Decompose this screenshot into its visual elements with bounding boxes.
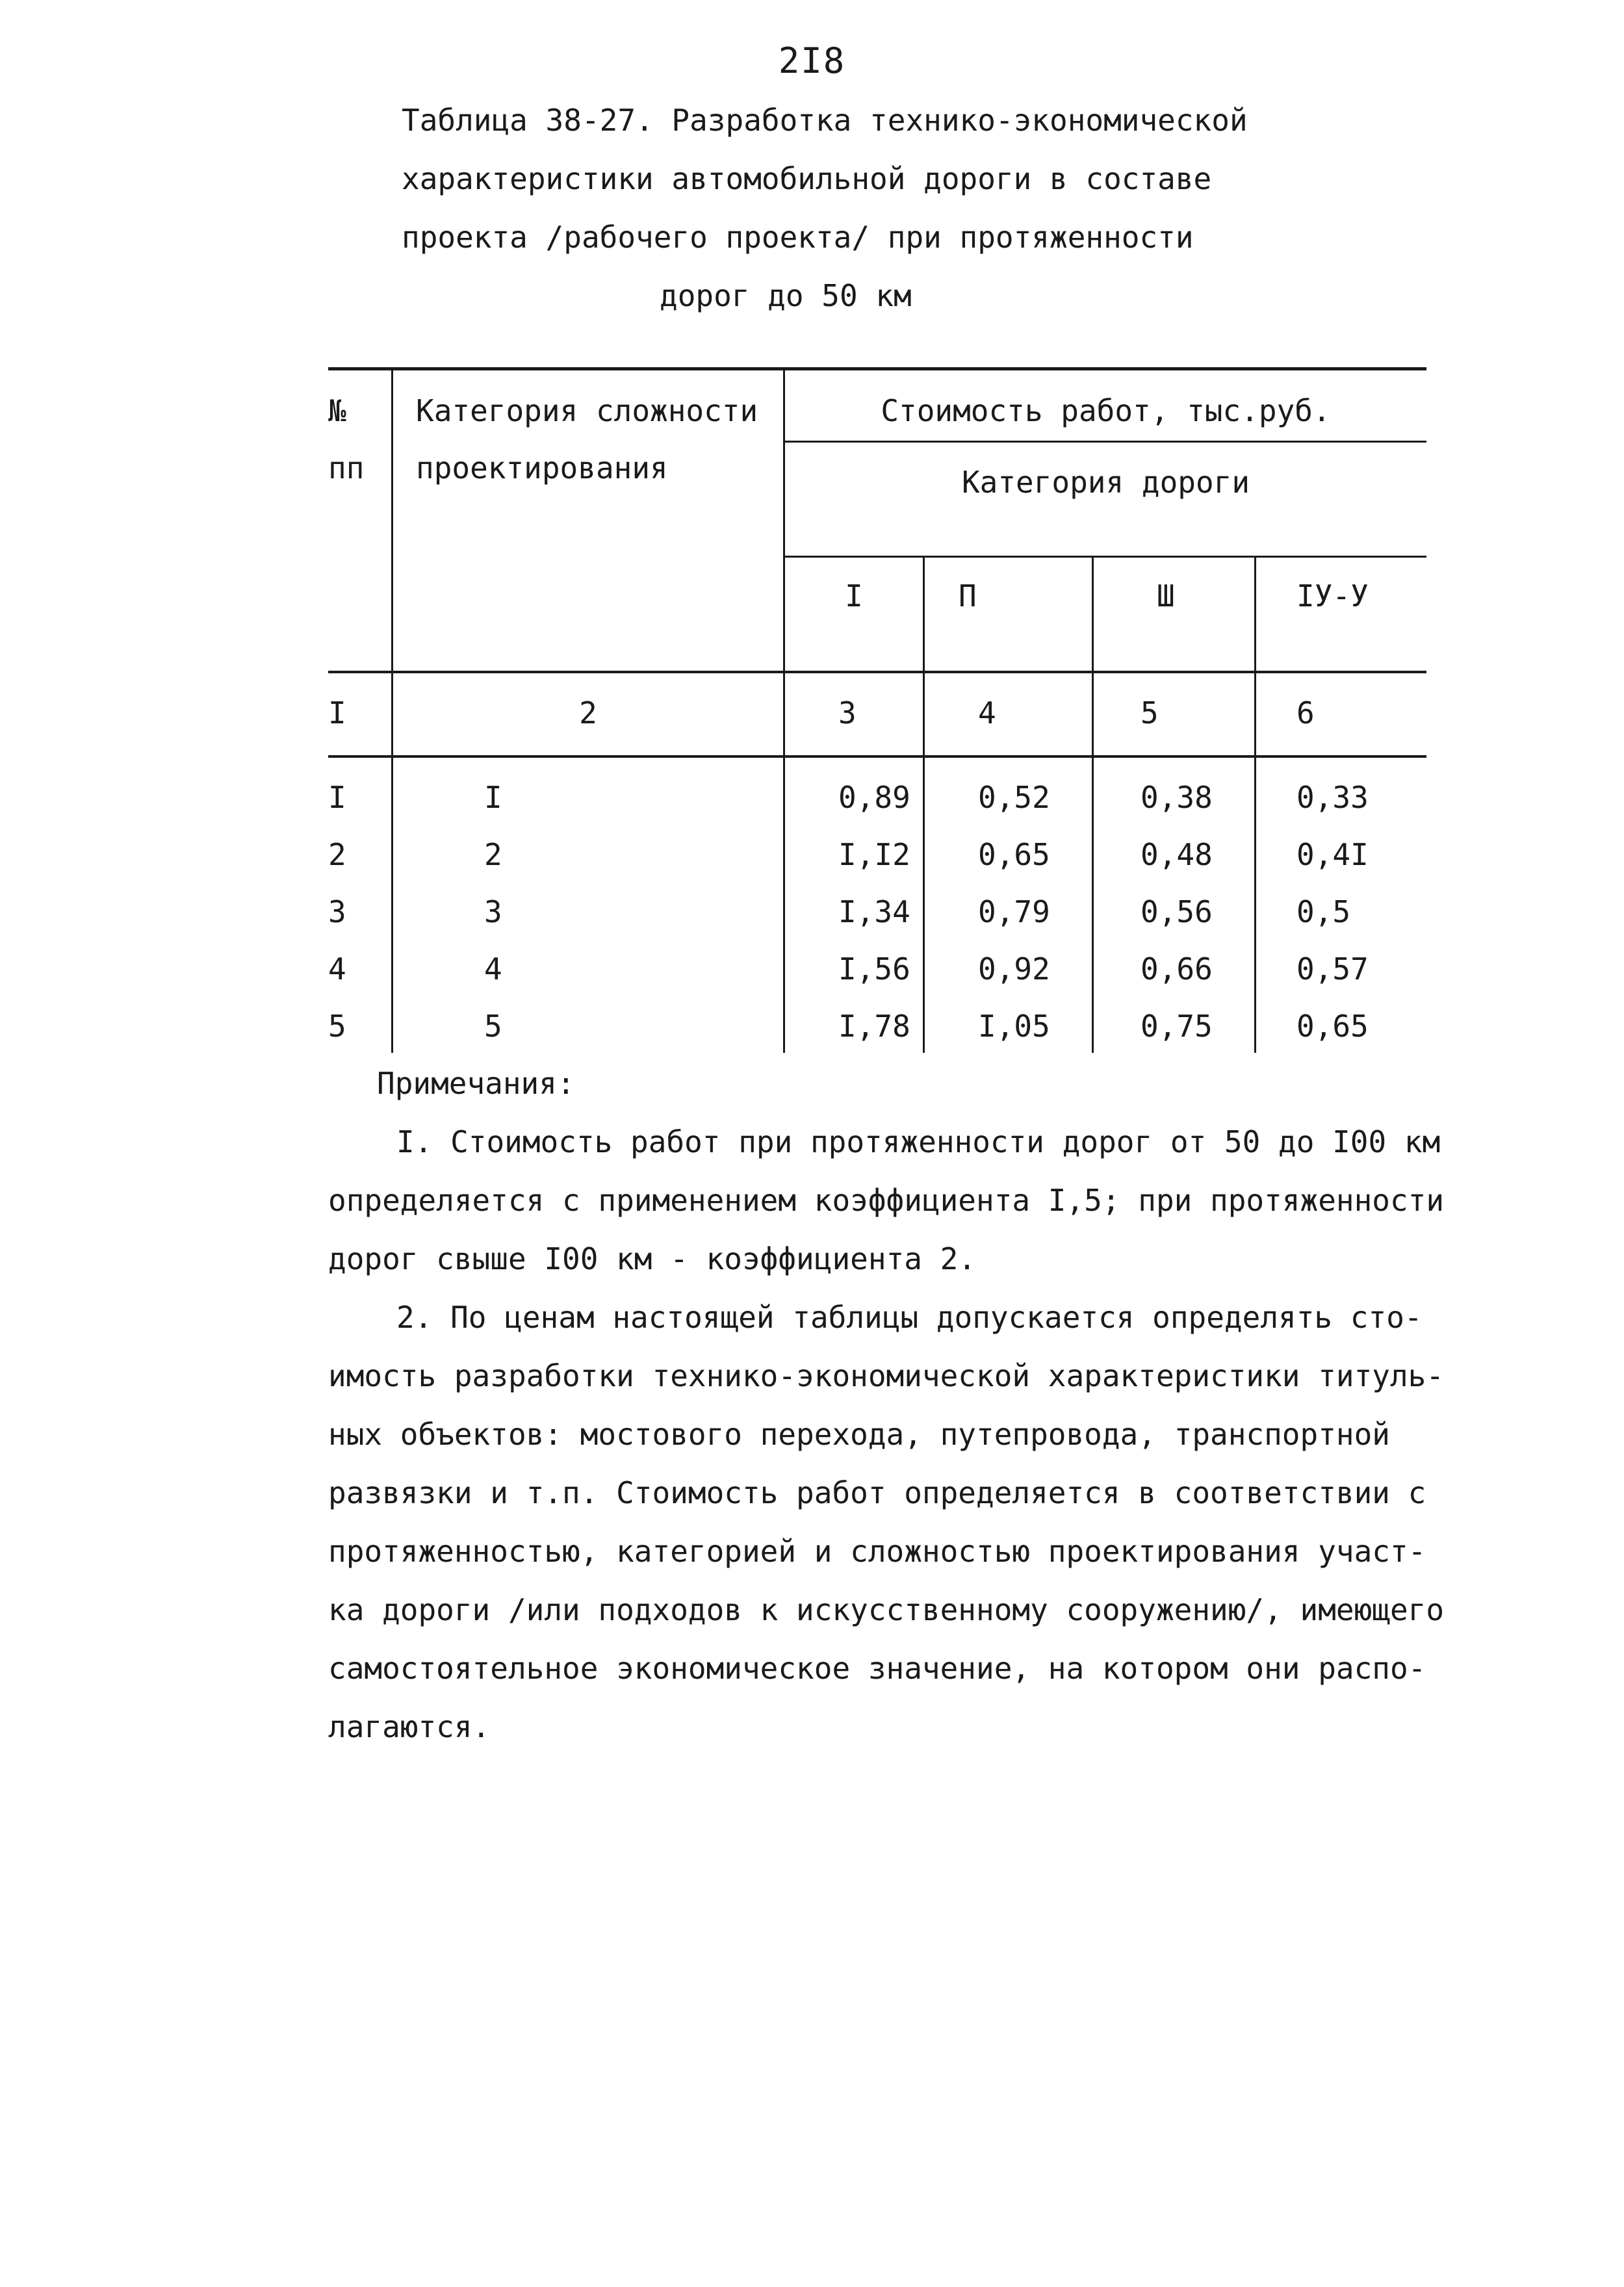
note-line-6: ных объектов: мостового перехода, путепровода, транспортной [328, 1417, 1390, 1452]
column-number-3: 3 [838, 695, 857, 730]
row-5-num: 5 [328, 1009, 346, 1044]
page-number: 2I8 [778, 40, 846, 81]
row-1-cat-4: 0,33 [1296, 780, 1369, 815]
row-3-num: 3 [328, 894, 346, 929]
row-2-cat-3: 0,48 [1141, 837, 1213, 872]
row-1-complexity: I [484, 780, 502, 815]
row-1-cat-3: 0,38 [1141, 780, 1213, 815]
note-line-10: самостоятельное экономическое значение, на котором они распо- [328, 1651, 1426, 1686]
col-divider-3 [923, 556, 925, 1053]
note-line-7: развязки и т.п. Стоимость работ определяется в соответствии с [328, 1475, 1426, 1510]
row-4-complexity: 4 [484, 951, 502, 987]
table-title-line-2: характеристики автомобильной дороги в составе [402, 161, 1212, 196]
row-3-complexity: 3 [484, 894, 502, 929]
col-divider-5 [1254, 556, 1256, 1053]
row-1-num: I [328, 780, 346, 815]
note-line-5: имость разработки технико-экономической характеристики титуль- [328, 1358, 1445, 1393]
column-numbers-rule [328, 755, 1426, 758]
note-line-4: 2. По ценам настоящей таблицы допускается определять сто- [396, 1300, 1423, 1335]
column-number-2: 2 [579, 695, 597, 730]
row-4-cat-2: 0,92 [978, 951, 1050, 987]
note-line-8: протяженностью, категорией и сложностью проектирования участ- [328, 1534, 1426, 1569]
table-top-rule [328, 367, 1426, 370]
note-line-1: I. Стоимость работ при протяженности дорог от 50 до I00 км [396, 1124, 1441, 1159]
header-complexity-line-2: проектирования [416, 450, 668, 485]
row-3-cat-2: 0,79 [978, 894, 1050, 929]
road-category-rule [785, 556, 1426, 558]
row-2-complexity: 2 [484, 837, 502, 872]
header-road-cat-4: IУ-У [1296, 578, 1369, 614]
row-3-cat-1: I,34 [838, 894, 910, 929]
row-2-cat-4: 0,4I [1296, 837, 1369, 872]
header-road-category: Категория дороги [961, 465, 1250, 500]
row-4-cat-4: 0,57 [1296, 951, 1369, 987]
row-3-cat-4: 0,5 [1296, 894, 1351, 929]
column-number-4: 4 [978, 695, 996, 730]
notes-heading: Примечания: [377, 1066, 575, 1101]
header-num-pp: пп [328, 450, 365, 485]
column-number-6: 6 [1296, 695, 1315, 730]
row-5-complexity: 5 [484, 1009, 502, 1044]
row-1-cat-2: 0,52 [978, 780, 1050, 815]
header-road-cat-3: Ш [1157, 578, 1175, 614]
header-num-symbol: № [328, 393, 346, 428]
column-number-1: I [328, 695, 346, 730]
note-line-3: дорог свыше I00 км - коэффициента 2. [328, 1241, 976, 1276]
row-5-cat-4: 0,65 [1296, 1009, 1369, 1044]
header-cost: Стоимость работ, тыс.руб. [881, 393, 1331, 428]
header-complexity-line-1: Категория сложности [416, 393, 758, 428]
row-3-cat-3: 0,56 [1141, 894, 1213, 929]
header-road-cat-1: I [845, 578, 863, 614]
row-2-cat-1: I,I2 [838, 837, 910, 872]
row-4-num: 4 [328, 951, 346, 987]
note-line-9: ка дороги /или подходов к искусственному сооружению/, имеющего [328, 1592, 1445, 1627]
row-4-cat-3: 0,66 [1141, 951, 1213, 987]
row-2-cat-2: 0,65 [978, 837, 1050, 872]
col-divider-4 [1092, 556, 1094, 1053]
cost-header-rule [785, 441, 1426, 443]
row-5-cat-1: I,78 [838, 1009, 910, 1044]
note-line-2: определяется с применением коэффициента I,5; при протяженности [328, 1183, 1445, 1218]
header-road-cat-2: П [959, 578, 977, 614]
table-title-line-1: Таблица 38-27. Разработка технико-экономической [402, 103, 1248, 138]
row-5-cat-2: I,05 [978, 1009, 1050, 1044]
row-4-cat-1: I,56 [838, 951, 910, 987]
row-2-num: 2 [328, 837, 346, 872]
row-5-cat-3: 0,75 [1141, 1009, 1213, 1044]
table-title-line-3: проекта /рабочего проекта/ при протяженности [402, 220, 1194, 255]
header-bottom-rule [328, 671, 1426, 673]
table-title-line-4: дорог до 50 км [660, 278, 912, 313]
note-line-11: лагаются. [328, 1709, 491, 1744]
row-1-cat-1: 0,89 [838, 780, 910, 815]
column-number-5: 5 [1141, 695, 1159, 730]
